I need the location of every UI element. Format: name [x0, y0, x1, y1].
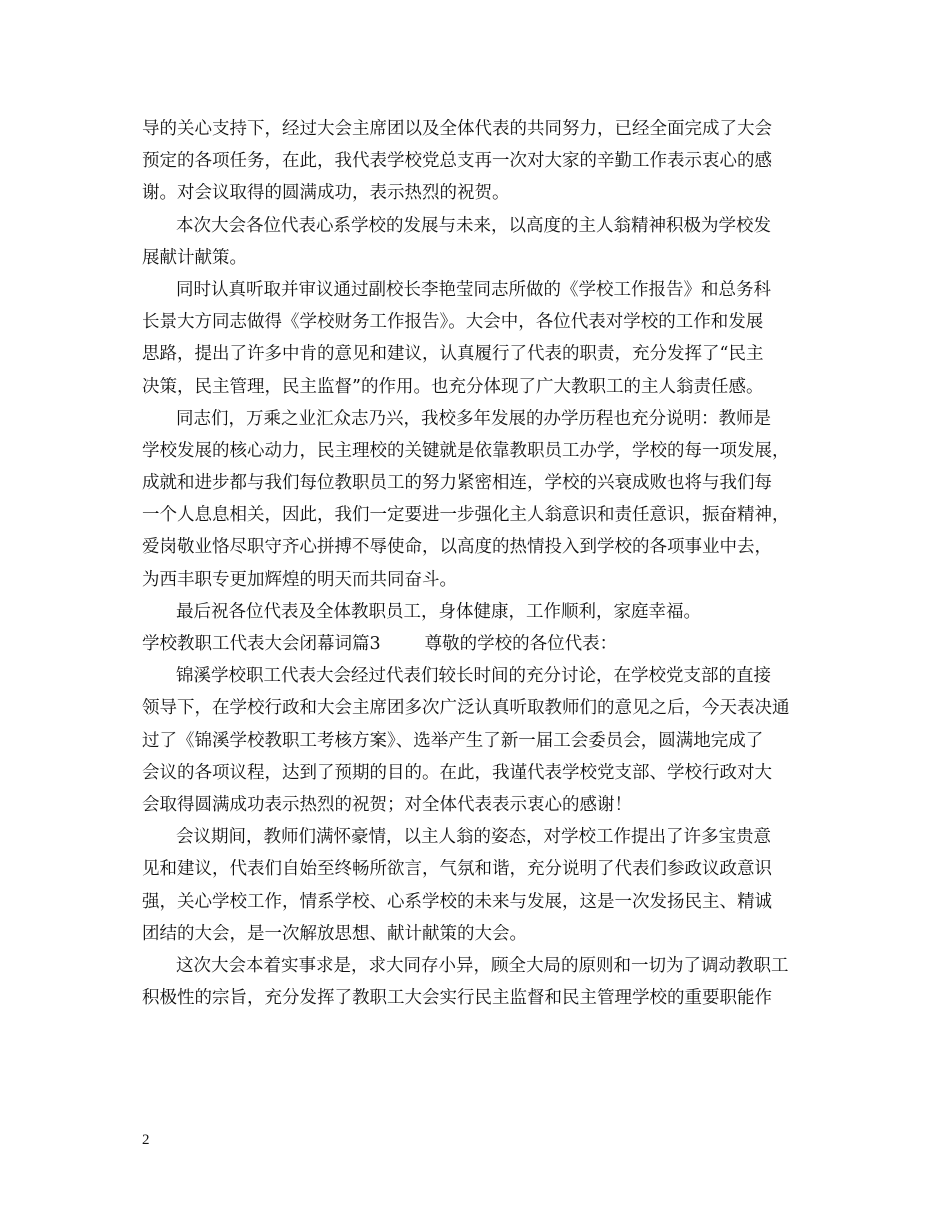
- text-line: 会议的各项议程，达到了预期的目的。在此，我谨代表学校党支部、学校行政对大: [142, 762, 772, 783]
- text-line: 学校发展的核心动力，民主理校的关键就是依靠教职员工办学，学校的每一项发展，: [142, 440, 790, 461]
- text-line: 预定的各项任务，在此，我代表学校党总支再一次对大家的辛勤工作表示衷心的感: [142, 151, 772, 172]
- text-line: 谢。对会议取得的圆满成功，表示热烈的祝贺。: [142, 183, 510, 204]
- text-line: 同时认真听取并审议通过副校长李艳莹同志所做的《学校工作报告》和总务科: [176, 279, 771, 300]
- text-line: 领导下，在学校行政和大会主席团多次广泛认真听取教师们的意见之后，今天表决通: [142, 698, 790, 719]
- text-line: 一个人息息相关，因此，我们一定要进一步强化主人翁意识和责任意识，振奋精神，: [142, 505, 790, 526]
- section-heading-line: [142, 628, 832, 660]
- page-number: 2: [142, 1132, 150, 1148]
- text-line: 展献计献策。: [142, 247, 247, 268]
- text-line: 同志们，万乘之业汇众志乃兴，我校多年发展的办学历程也充分说明：教师是: [176, 408, 771, 429]
- text-line: 爱岗敬业恪尽职守齐心拼搏不辱使命，以高度的热情投入到学校的各项事业中去，: [142, 537, 772, 558]
- text-line: 积极性的宗旨，充分发挥了教职工大会实行民主监督和民主管理学校的重要职能作: [142, 988, 772, 1009]
- text-line: 会议期间，教师们满怀豪情，以主人翁的姿态，对学校工作提出了许多宝贵意: [176, 827, 771, 848]
- text-line: 思路，提出了许多中肯的意见和建议，认真履行了代表的职责，充分发挥了“民主: [142, 344, 764, 365]
- text-line: 长景大方同志做得《学校财务工作报告》。大会中，各位代表对学校的工作和发展: [142, 312, 764, 333]
- text-line: 本次大会各位代表心系学校的发展与未来，以高度的主人翁精神积极为学校发: [176, 215, 771, 236]
- text-line: 这次大会本着实事求是，求大同存小异，顾全大局的原则和一切为了调动教职工: [176, 955, 789, 976]
- text-line: 见和建议，代表们自始至终畅所欲言，气氛和谐，充分说明了代表们参政议政意识: [142, 859, 772, 880]
- body-text: [142, 113, 832, 1014]
- text-line: 导的关心支持下，经过大会主席团以及全体代表的共同努力，已经全面完成了大会: [142, 119, 772, 139]
- text-line: 团结的大会，是一次解放思想、献计献策的大会。: [142, 923, 527, 944]
- text-line: 决策，民主管理，民主监督”的作用。也充分体现了广大教职工的主人翁责任感。: [142, 376, 764, 397]
- text-line: 为西丰职专更加辉煌的明天而共同奋斗。: [142, 569, 457, 590]
- text-line: 锦溪学校职工代表大会经过代表们较长时间的充分讨论，在学校党支部的直接: [176, 666, 771, 687]
- text-line: 成就和进步都与我们每位教职员工的努力紧密相连，学校的兴衰成败也将与我们每: [142, 473, 772, 494]
- text-line: 会取得圆满成功表示热烈的祝贺；对全体代表表示衷心的感谢！: [142, 794, 632, 815]
- text-line: 过了《锦溪学校教职工考核方案》、选举产生了新一届工会委员会，圆满地完成了: [142, 730, 764, 751]
- text-line: 强，关心学校工作，情系学校、心系学校的未来与发展，这是一次发扬民主、精诚: [142, 891, 772, 912]
- salutation: 尊敬的学校的各位代表：: [424, 634, 618, 654]
- section-heading: 学校教职工代表大会闭幕词篇3: [142, 634, 381, 654]
- text-line: 最后祝各位代表及全体教职员工，身体健康，工作顺利，家庭幸福。: [176, 601, 701, 622]
